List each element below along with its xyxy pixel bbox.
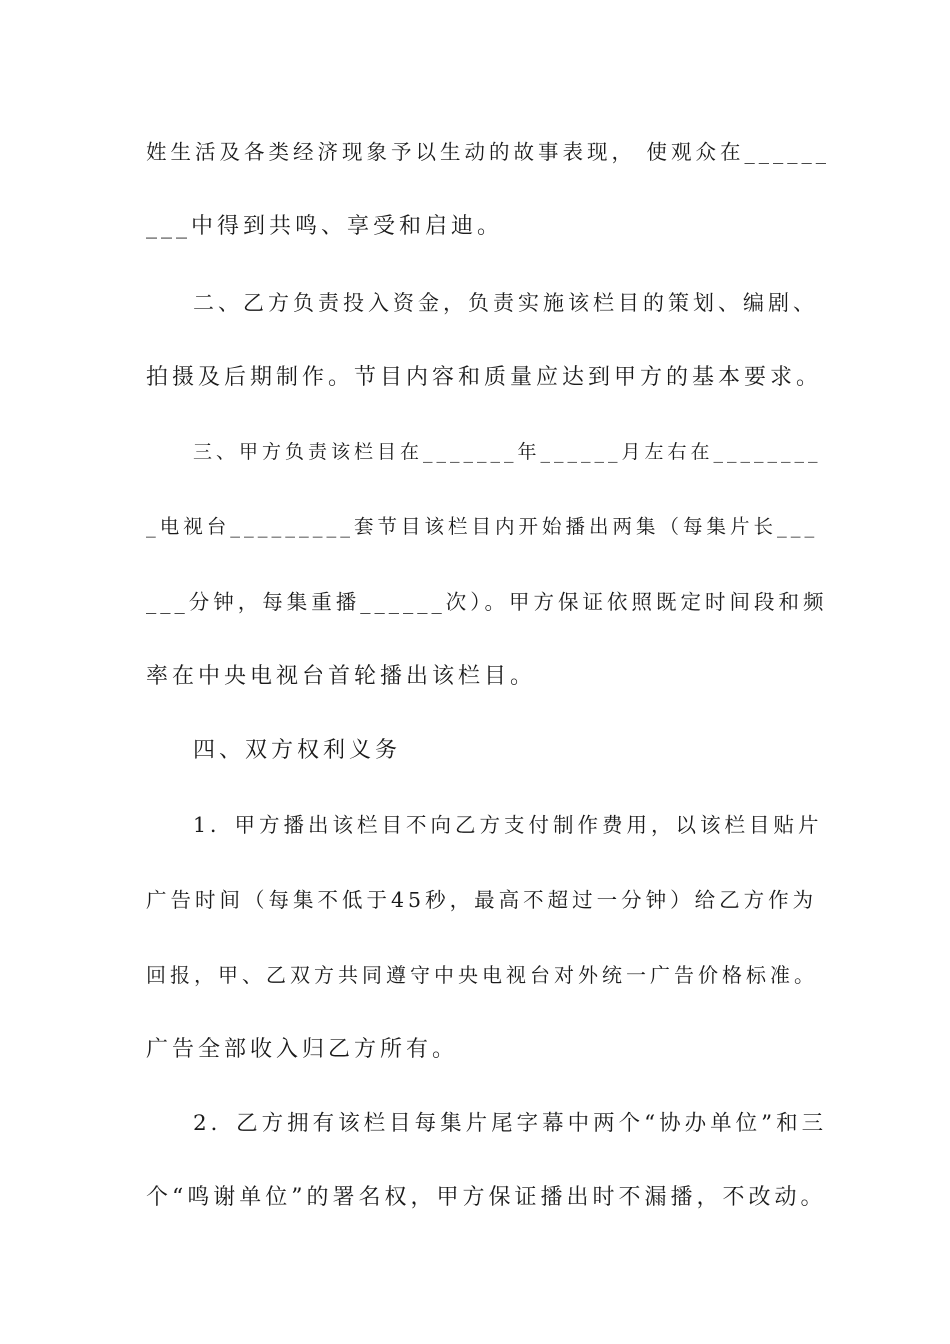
text-line: 个“鸣谢单位”的署名权，甲方保证播出时不漏播，不改动。 bbox=[146, 1185, 827, 1210]
text-line: _电视台_________套节目该栏目内开始播出两集（每集片长___ bbox=[146, 515, 819, 538]
text-line: ___中得到共鸣、享受和启迪。 bbox=[146, 214, 504, 239]
text-line: 拍摄及后期制作。节目内容和质量应达到甲方的基本要求。 bbox=[146, 365, 823, 390]
text-line: 1．甲方播出该栏目不向乙方支付制作费用，以该栏目贴片 bbox=[193, 813, 823, 837]
text-line: 姓生活及各类经济现象予以生动的故事表现， 使观众在______ bbox=[146, 140, 831, 164]
text-line: ___分钟，每集重播______次）。甲方保证依照既定时间段和频 bbox=[146, 590, 828, 614]
text-line: 三、甲方负责该栏目在_______年______月左右在________ bbox=[193, 441, 822, 463]
text-line: 广告时间（每集不低于45秒，最高不超过一分钟）给乙方作为 bbox=[146, 888, 818, 912]
text-line: 广告全部收入归乙方所有。 bbox=[146, 1037, 459, 1062]
text-line: 2．乙方拥有该栏目每集片尾字幕中两个“协办单位”和三 bbox=[193, 1111, 828, 1136]
section-heading: 四、双方权利义务 bbox=[193, 738, 402, 763]
text-line: 回报，甲、乙双方共同遵守中央电视台对外统一广告价格标准。 bbox=[146, 963, 818, 987]
text-line: 二、乙方负责投入资金，负责实施该栏目的策划、编剧、 bbox=[193, 291, 818, 315]
text-line: 率在中央电视台首轮播出该栏目。 bbox=[146, 664, 537, 689]
